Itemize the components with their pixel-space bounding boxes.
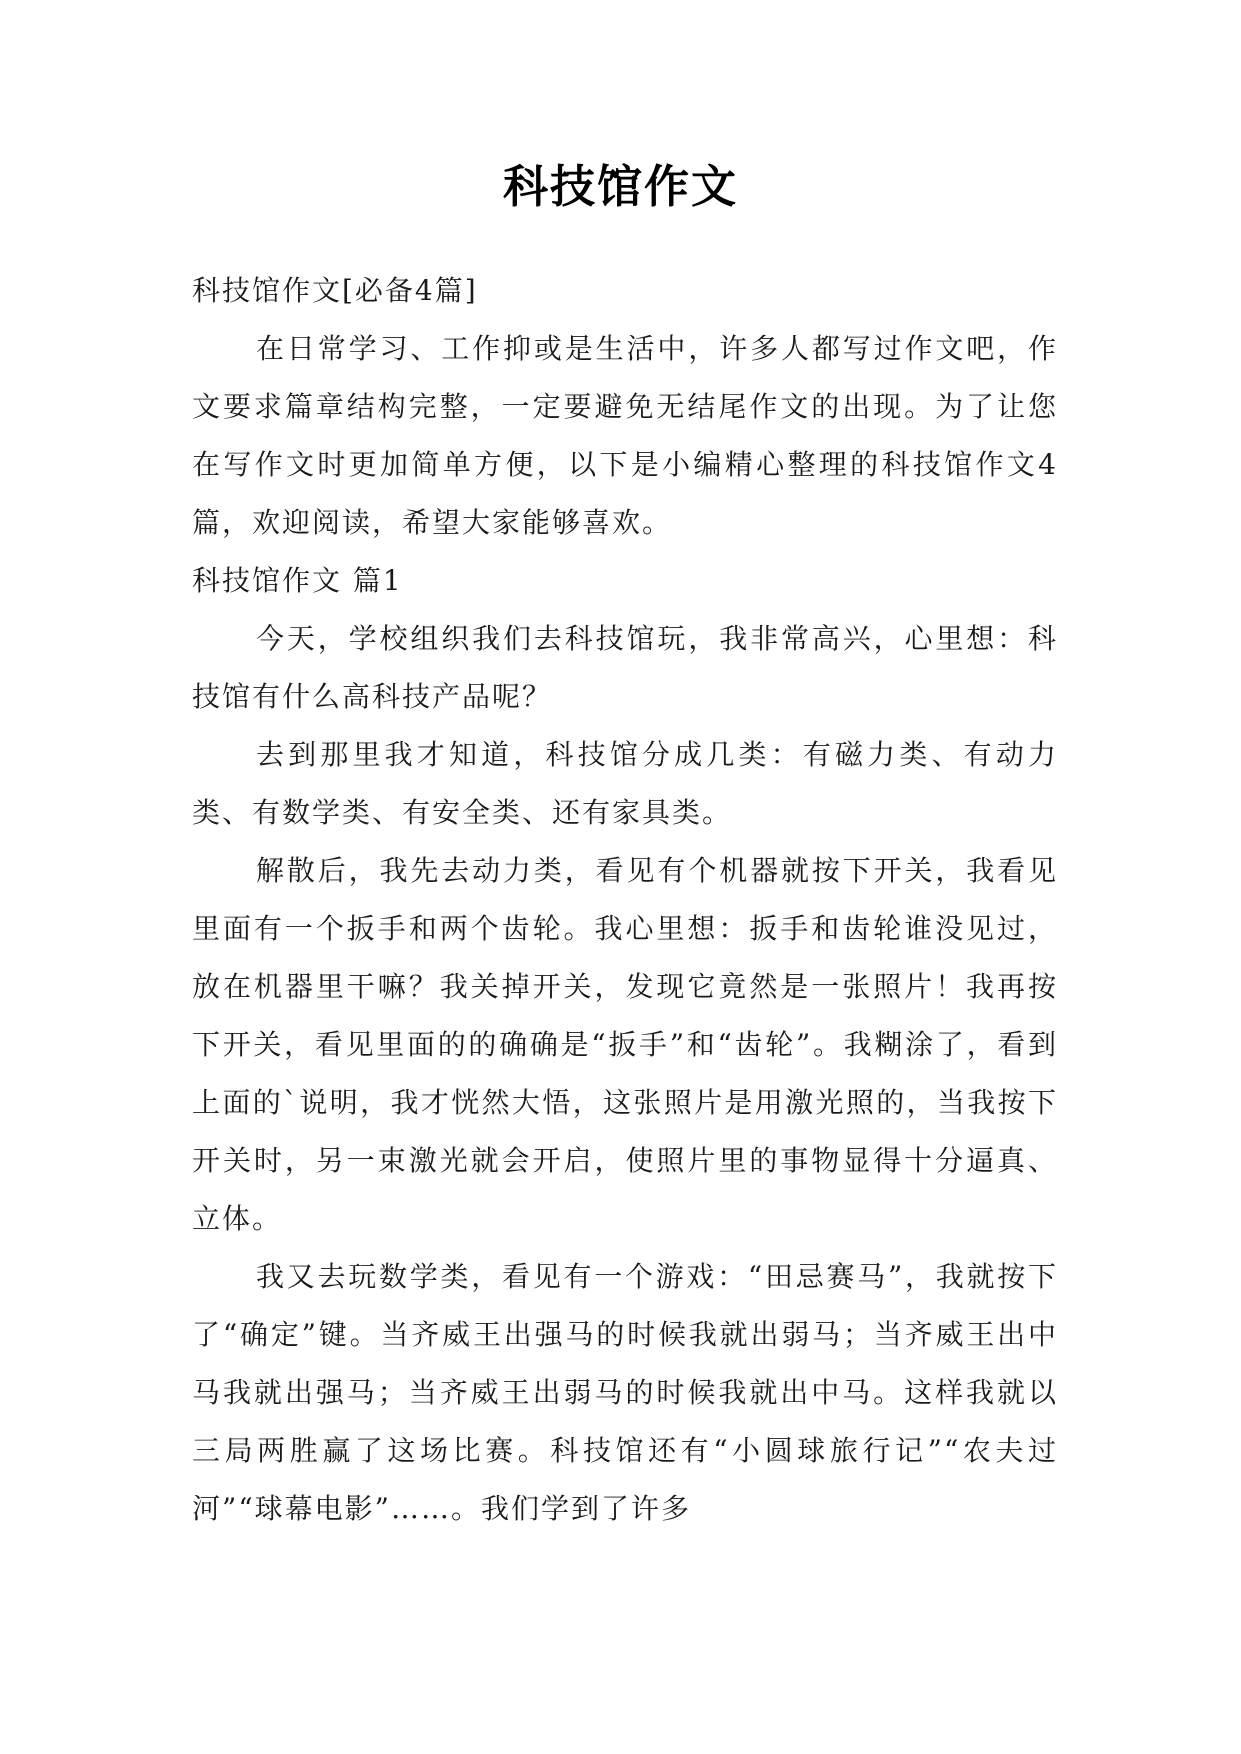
body-paragraph: 解散后，我先去动力类，看见有个机器就按下开关，我看见里面有一个扳手和两个齿轮。我心里想：扳手和齿轮谁没见过，放在机器里干嘛？我关掉开关，发现它竟然是一张照片！我再按下开关，看见里面的的确确是“扳手”和“齿轮”。我糊涂了，看到上面的`说明，我才恍然大悟，这张照片是用激光照的，当我按下开关时，另一束激光就会开启，使照片里的事物显得十分逼真、立体。 bbox=[192, 854, 1058, 1235]
collection-heading: 科技馆作文[必备4篇] bbox=[192, 274, 478, 307]
body-paragraph: 我又去玩数学类，看见有一个游戏：“田忌赛马”，我就按下了“确定”键。当齐威王出强马的时候我就出弱马；当齐威王出中马我就出强马；当齐威王出弱马的时候我就出中马。这样我就以三局两胜赢了这场比赛。科技馆还有“小圆球旅行记”“农夫过河”“球幕电影”……。我们学到了许多 bbox=[192, 1260, 1058, 1525]
document-body bbox=[192, 262, 1058, 1538]
document-title: 科技馆作文 bbox=[502, 160, 738, 213]
body-paragraph: 去到那里我才知道，科技馆分成几类：有磁力类、有动力类、有数学类、有安全类、还有家具类。 bbox=[192, 738, 1058, 829]
body-paragraph: 今天，学校组织我们去科技馆玩，我非常高兴，心里想：科技馆有什么高科技产品呢？ bbox=[192, 622, 1058, 713]
essay-heading: 科技馆作文 篇1 bbox=[192, 564, 403, 597]
intro-paragraph: 在日常学习、工作抑或是生活中，许多人都写过作文吧，作文要求篇章结构完整，一定要避免无结尾作文的出现。为了让您在写作文时更加简单方便，以下是小编精心整理的科技馆作文4篇，欢迎阅读，希望大家能够喜欢。 bbox=[192, 332, 1058, 539]
